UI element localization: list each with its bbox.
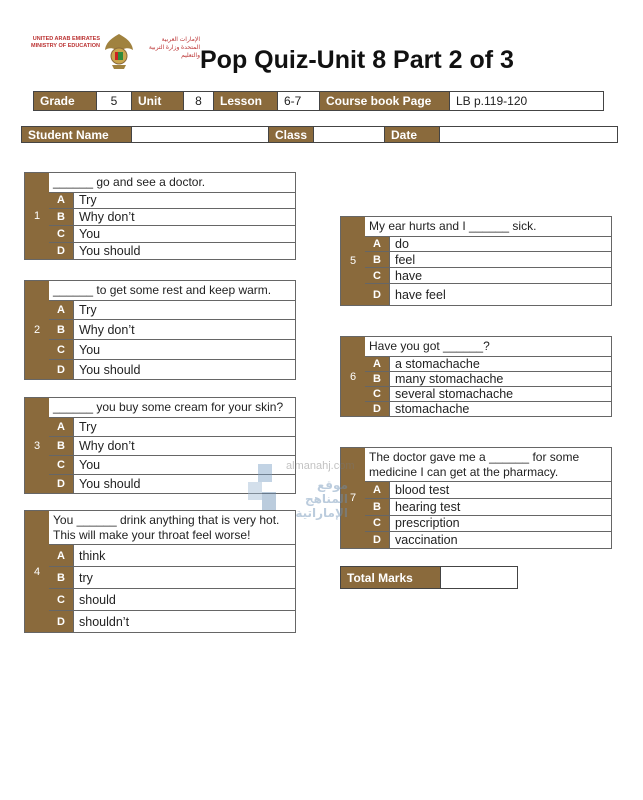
option-text: prescription <box>395 516 460 531</box>
total-marks-bar <box>340 566 518 589</box>
option-letter: D <box>49 611 74 632</box>
option-d[interactable] <box>365 532 611 548</box>
option-b[interactable] <box>49 437 295 456</box>
option-text: think <box>79 548 106 563</box>
option-letter: C <box>49 456 74 474</box>
watermark <box>248 456 378 536</box>
option-d[interactable] <box>49 611 295 632</box>
option-letter: C <box>365 516 390 532</box>
question-1 <box>24 172 296 260</box>
option-c[interactable] <box>365 387 611 402</box>
option-letter: D <box>365 532 390 548</box>
option-letter: A <box>365 482 390 498</box>
option-letter: A <box>49 545 74 566</box>
option-letter: B <box>365 372 390 386</box>
option-b[interactable] <box>365 252 611 268</box>
question-number: 4 <box>25 511 49 632</box>
page-title: Pop Quiz-Unit 8 Part 2 of 3 <box>200 46 514 74</box>
total-marks-label: Total Marks <box>341 567 441 588</box>
unit-value: 8 <box>184 92 214 110</box>
option-letter: A <box>49 301 74 320</box>
option-letter: C <box>365 268 390 283</box>
option-text: hearing test <box>395 499 461 514</box>
option-letter: B <box>365 252 390 267</box>
option-letter: D <box>49 243 74 259</box>
option-letter: D <box>49 475 74 493</box>
student-info-bar <box>21 126 618 143</box>
option-text: a stomachache <box>395 356 480 371</box>
option-d[interactable] <box>49 243 295 259</box>
option-text: try <box>79 570 93 585</box>
option-text: do <box>395 236 409 251</box>
grade-value: 5 <box>97 92 132 110</box>
option-text: blood test <box>395 482 450 497</box>
total-marks-field[interactable] <box>441 567 517 588</box>
option-letter: D <box>49 360 74 379</box>
option-text: You <box>79 457 101 472</box>
lesson-label: Lesson <box>214 92 278 110</box>
ministry-name-ar: الإمارات العربية المتحدة وزارة التربية والتعليم <box>148 37 200 59</box>
question-stem: ______ to get some rest and keep warm. <box>49 281 295 301</box>
class-label: Class <box>269 127 314 142</box>
option-letter: C <box>49 226 74 242</box>
option-a[interactable] <box>365 357 611 372</box>
option-letter: D <box>365 284 390 305</box>
option-text: Try <box>79 193 97 208</box>
question-stem: Have you got ______? <box>365 337 611 357</box>
option-letter: A <box>365 237 390 252</box>
option-c[interactable] <box>49 340 295 360</box>
option-d[interactable] <box>365 402 611 416</box>
option-b[interactable] <box>49 320 295 340</box>
option-letter: C <box>49 340 74 359</box>
question-7 <box>340 447 612 549</box>
option-letter: B <box>365 499 390 515</box>
watermark-arabic: موقع المناهج الإماراتية <box>295 478 348 520</box>
coursebook-value: LB p.119-120 <box>456 94 528 108</box>
option-text: You <box>79 227 101 242</box>
option-c[interactable] <box>49 589 295 611</box>
option-d[interactable] <box>365 284 611 305</box>
option-text: many stomachache <box>395 371 504 386</box>
option-text: Try <box>79 302 97 317</box>
course-info-bar <box>33 91 604 111</box>
watermark-logo-icon <box>248 464 288 514</box>
option-text: Try <box>79 419 97 434</box>
option-letter: D <box>365 402 390 416</box>
option-d[interactable] <box>49 360 295 379</box>
question-6 <box>340 336 612 417</box>
option-a[interactable] <box>365 482 611 499</box>
option-text: feel <box>395 252 416 267</box>
option-a[interactable] <box>49 193 295 210</box>
question-stem: The doctor gave me a ______ for some medicine I can get at the pharmacy. <box>365 448 611 482</box>
option-text: shouldn’t <box>79 614 130 629</box>
option-a[interactable] <box>49 418 295 437</box>
option-a[interactable] <box>49 545 295 567</box>
option-text: several stomachache <box>395 386 514 401</box>
option-text: You should <box>79 244 141 259</box>
option-letter: B <box>49 209 74 225</box>
option-letter: B <box>49 567 74 588</box>
option-b[interactable] <box>49 209 295 226</box>
coursebook-label: Course book Page <box>320 92 450 110</box>
option-text: vaccination <box>395 533 458 548</box>
question-stem: ______ go and see a doctor. <box>49 173 295 193</box>
lesson-value: 6-7 <box>278 92 320 110</box>
option-text: You <box>79 342 101 357</box>
unit-label: Unit <box>132 92 184 110</box>
date-label: Date <box>385 127 440 142</box>
option-c[interactable] <box>365 268 611 284</box>
option-letter: B <box>49 437 74 455</box>
question-5 <box>340 216 612 306</box>
option-text: Why don’t <box>79 322 135 337</box>
question-2 <box>24 280 296 380</box>
student-name-label: Student Name <box>22 127 132 142</box>
question-stem: My ear hurts and I ______ sick. <box>365 217 611 237</box>
question-number: 5 <box>341 217 365 305</box>
ministry-name-en: UNITED ARAB EMIRATES MINISTRY OF EDUCATION <box>31 36 100 49</box>
grade-label: Grade <box>34 92 97 110</box>
question-number: 2 <box>25 281 49 379</box>
option-text: You should <box>79 476 141 491</box>
question-stem: You ______ drink anything that is very hot. This will make your throat feel worse! <box>49 511 295 545</box>
option-b[interactable] <box>365 372 611 387</box>
question-number: 7 <box>341 448 365 548</box>
option-letter: A <box>49 193 74 209</box>
option-text: have <box>395 268 423 283</box>
option-a[interactable] <box>365 237 611 253</box>
option-text: Why don’t <box>79 210 135 225</box>
uae-emblem-icon <box>102 32 136 70</box>
option-text: have feel <box>395 287 446 302</box>
question-number: 1 <box>25 173 49 259</box>
option-text: You should <box>79 362 141 377</box>
option-letter: C <box>365 387 390 401</box>
question-stem: ______ you buy some cream for your skin? <box>49 398 295 418</box>
option-b[interactable] <box>49 567 295 589</box>
option-letter: C <box>49 589 74 610</box>
option-text: should <box>79 592 116 607</box>
question-number: 3 <box>25 398 49 493</box>
watermark-text: almanahj.com <box>286 460 355 472</box>
option-letter: A <box>49 418 74 436</box>
student-name-field[interactable] <box>132 127 269 142</box>
option-b[interactable] <box>365 499 611 516</box>
class-field[interactable] <box>314 127 385 142</box>
option-a[interactable] <box>49 301 295 321</box>
option-letter: A <box>365 357 390 371</box>
option-c[interactable] <box>49 226 295 243</box>
option-text: Why don’t <box>79 438 135 453</box>
option-text: stomachache <box>395 401 470 416</box>
option-c[interactable] <box>365 516 611 533</box>
date-field[interactable] <box>440 127 617 142</box>
question-number: 6 <box>341 337 365 416</box>
option-letter: B <box>49 320 74 339</box>
